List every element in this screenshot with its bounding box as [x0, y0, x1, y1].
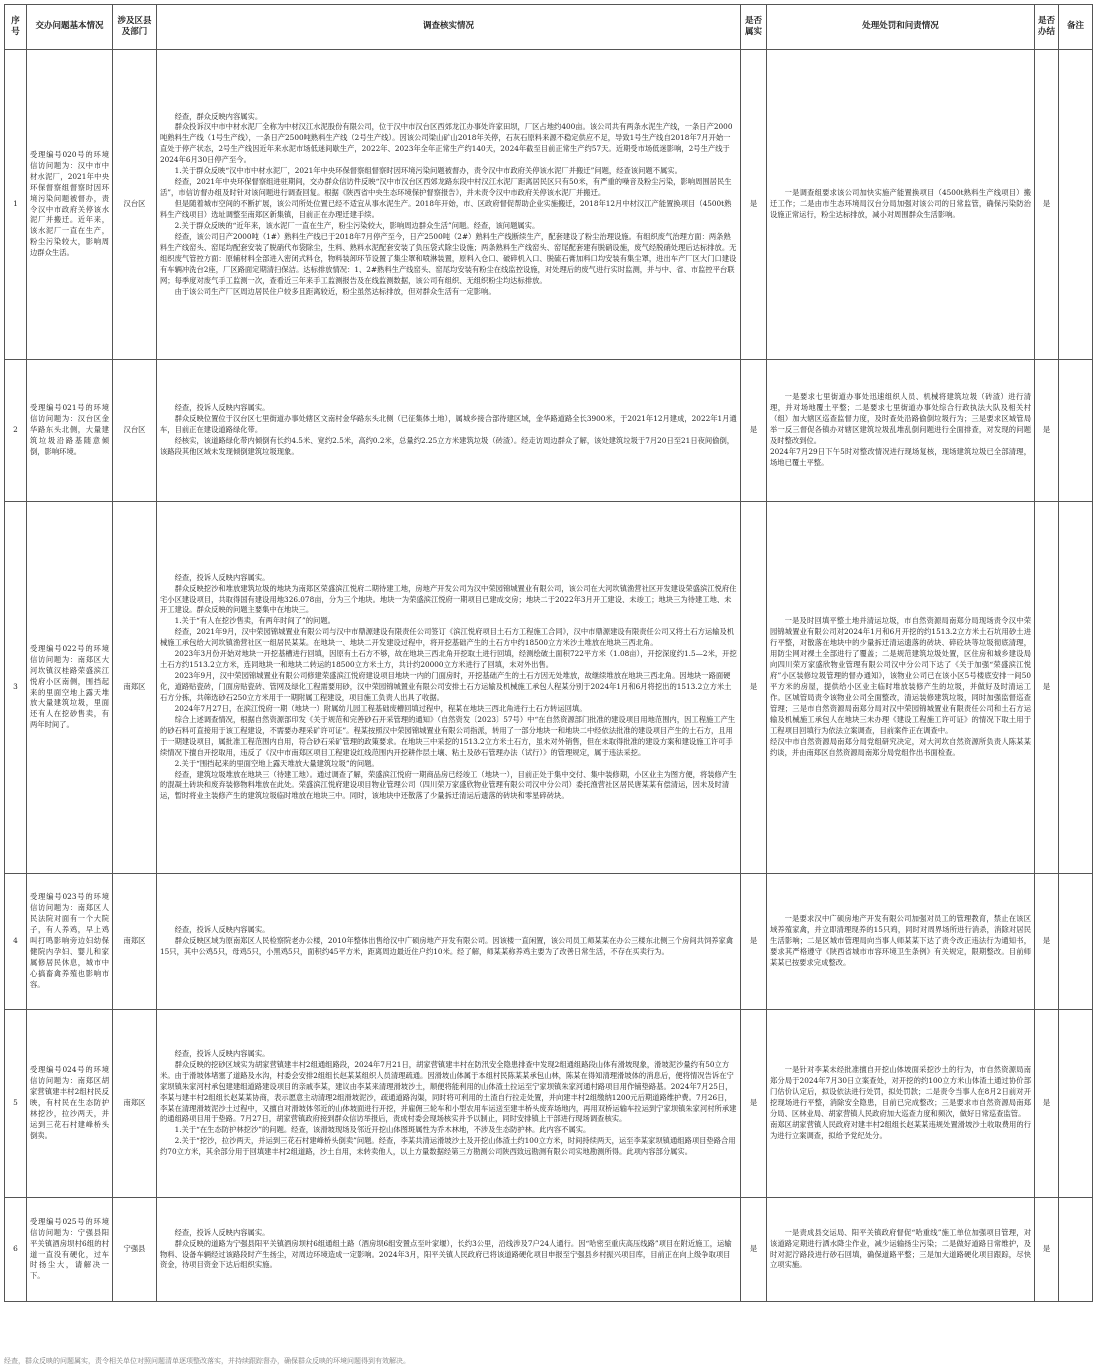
row-district: 南郑区 [113, 874, 157, 1010]
row-closed: 是 [1035, 360, 1059, 502]
row-issue: 受理编号020号的环境信访问题为：汉中市中材水泥厂，2021年中央环保督察组督察时因环境污染问题被督办，责令汉中市政府关停该水泥厂并搬迁。近年来，该水泥厂一直在生产，粉尘污染较大，影响周边群众生活。 [27, 50, 113, 360]
header-closed: 是否办结 [1035, 5, 1059, 50]
row-issue: 受理编号025号的环境信访问题为：宁强县阳平关镇酒房坝村6组的村道一直没有硬化，过车时扬尘大，请解决一下。 [27, 1198, 113, 1302]
table-row [5, 1010, 1093, 1198]
investigation-paragraph: 经查，2021年9月，汉中荣园锦城置业有限公司与汉中市鼎源建设有限责任公司签订《滨江悦府项目土石方工程施工合同》，汉中市鼎源建设有限责任公司又将土石方运输及机械施工承包给大河坎镇渔营社区一组居民某某。在地块一、地块二开发建设过程中，将开挖基础产生的土石方中约18500立方米沙土堆放在地块三西北角。 [160, 627, 735, 648]
row-district: 宁强县 [113, 1198, 157, 1302]
row-verified: 是 [741, 502, 767, 874]
handling-text: 一是调查组要求该公司加快实施产能置换项目（4500t熟料生产线项目）搬迁工作；二是由市生态环境局汉台分局加强对该公司的日常监管，确保污染防治设施正常运行，粉尘达标排放，减小对周围群众生活影响。 [770, 188, 1031, 219]
investigation-paragraph: 2023年3月份开始对地块一开挖基槽进行回填，因原有土石方不够，故在地块三西北角开挖取土进行回填，经测绘破土面积722平方米（1.08亩），开挖深度约1.5—2米，开挖土石方约1513.2立方米，连同地块一和地块二转运的18500立方米土方，共计约20000立方米进行了回填，未对外出售。 [160, 649, 737, 670]
header-seq: 序号 [5, 5, 27, 50]
row-closed: 是 [1035, 50, 1059, 360]
continuation-text: 经查，群众反映的问题属实，责令相关单位对照问题清单逐项整改落实，并持续跟踪督办，确保群众反映的环境问题得到有效解决。 [4, 1357, 410, 1365]
row-district: 南郑区 [113, 502, 157, 874]
row-verified: 是 [741, 1010, 767, 1198]
investigation-paragraph: 综合上述调查情况，根据自然资源部印发《关于规范和完善砂石开采管理的通知》（自然资发〔2023〕57号）中“在自然资源部门批准的建设项目用地范围内，因工程施工产生的砂石料可直接用于该工程建设，不需要办理采矿许可证”。程某按照汉中荣园锦城置业有限公司指派，转用了一部分地块一和地块二中经依法批准的建设项目产生的土石方，且用于一期建设项目，属批准工程范围内自用，符合砂石采矿管理的政策要求。在地块三中采挖的1513.2立方米土石方，虽未对外销售，但在未取得批准的建设方案和建设施工许可手续情况下擅自开挖取用，违反了《汉中市南郑区项目工程建设红线范围内开挖耕作层土壤、粘土及砂石管理办法（试行）》的管理规定，属于违法采挖。 [160, 714, 736, 757]
table-row [5, 1198, 1093, 1302]
investigation-paragraph: 1.关于群众反映“汉中市中材水泥厂，2021年中央环保督察组督察时因环境污染问题被督办，责令汉中市政府关停该水泥厂并搬迁”问题，经查该问题不属实。 [174, 166, 682, 176]
row-issue: 受理编号021号的环境信访问题为：汉台区金华路东头北侧，大量建筑垃圾沿路基随意倾倒，影响环境。 [27, 360, 113, 502]
table-row [5, 502, 1093, 874]
row-seq: 4 [5, 874, 27, 1010]
header-district: 涉及区县及部门 [113, 5, 157, 50]
investigation-paragraph: 经查，投诉人反映内容属实。 [174, 925, 270, 935]
investigation-paragraph: 2024年7月27日，在滨江悦府一期（地块一）附属幼儿园工程基础废槽回填过程中，程某在地块三西北角进行土石方转运回填。 [174, 703, 587, 713]
row-district: 汉台区 [113, 360, 157, 502]
row-closed: 是 [1035, 502, 1059, 874]
row-remark [1059, 360, 1093, 502]
investigation-paragraph: 1.关于“有人在挖沙售卖，有两年时间了”的问题。 [174, 616, 335, 626]
table-row [5, 50, 1093, 360]
investigation-paragraph: 经查，群众反映内容属实。 [174, 111, 263, 121]
row-verified: 是 [741, 360, 767, 502]
row-investigation [157, 502, 741, 874]
row-remark [1059, 1198, 1093, 1302]
investigation-paragraph: 2023年9月，汉中荣园锦城置业有限公司修建荣盛滨江悦府建设项目地块一内的门面房时，开挖基础产生的土石方因无处堆放，故继续堆放在地块三西北角。因地块一路面硬化，道路贴瓷砖，门面房贴瓷砖、管网及绿化工程需要用砂，汉中荣园锦城置业有限公司安排土石方运输及机械施工承包人程某分别于2024年1月和6月将挖出的1513.2立方米土石方分拣，共筛选砂石250立方米用于一期附属工程建设，项目施工负责人出具了收据。 [160, 671, 732, 702]
row-seq: 2 [5, 360, 27, 502]
investigation-paragraph: 经查，建筑垃圾堆放在地块三（待建工地）。通过调查了解，荣盛滨江悦府一期商品房已经竣工（地块一），目前正处于集中交付、集中装修期，小区业主为图方便，将装修产生的混凝土砖块和废弃装修物料堆放在此处。荣盛滨江悦府建设项目物业管理公司（四川荣万家盛欣物业管理有限公司汉中分公司）委托渔营社区居民唐某某有偿清运，因未及时清运，暂时将业主装修产生的建筑垃圾临时堆放在地块三中。同时，该地块中还散落了少量拆迁清运后遗落的砖块和零星碎砖块。 [160, 769, 737, 801]
header-issue: 交办问题基本情况 [27, 5, 113, 50]
investigation-paragraph: 经查，该公司日产2000吨（1#）熟料生产线已于2018年7月停产至今，日产2500吨（2#）熟料生产线断续生产，配套建设了粉尘治理设施。有组织废气治理方面：两条熟料生产线窑头、窑尾均配套安装了脱硝代布袋除尘，生料、熟料水泥配套安装了负压袋式除尘设施；两条熟料生产线窑头、窑尾配套建有脱硝设施，废气经脱硝处理后达标排放。无组织废气管控方面：原辅材料全部进入密闭式料仓，物料装卸环节设置了集尘罩和喷淋装置，原料入仓口、破碎机入口、脱硫石膏加料口均安装有集尘罩，进出车产厂区大门口建设有车辆冲洗台2座，厂区路面定期清扫保洁。达标排放情况：1、2#熟料生产线窑头、窑尾均安装有粉尘在线监控设施，对处理后的废气进行实时监测，并与中、省、市监控平台联网；每季度对废气手工监测一次，查看近三年来手工监测报告及在线监测数据，该公司有组织、无组织粉尘均达标排放。 [160, 231, 737, 285]
row-remark [1059, 50, 1093, 360]
case-table [4, 4, 1093, 1302]
row-investigation [157, 50, 741, 360]
row-closed: 是 [1035, 1010, 1059, 1198]
investigation-paragraph: 群众反映区域为原南郑区人民检察院老办公楼，2010年整体出售给汉中广硕房地产开发有限公司。因该楼一直闲置，该公司员工师某某在办公三楼东北侧三个房间共饲养家禽15只，其中公鸡5只，母鸡5只，小黑鸡5只，面积约45平方米，距离周边最近住户约10米。经了解，师某某称养鸡主要为了改善日常生活，不存在买卖行为。 [160, 936, 734, 956]
row-handling [767, 360, 1035, 502]
investigation-paragraph: 2.关于“围挡起来的里面空地上露天堆放大量建筑垃圾”的问题。 [174, 758, 379, 768]
row-remark [1059, 874, 1093, 1010]
investigation-paragraph: 2.关于群众反映的“近年来，该水泥厂一直在生产，粉尘污染较大，影响周边群众生活”问题。经查，该问题属实。 [174, 220, 540, 230]
row-handling [767, 1010, 1035, 1198]
row-investigation [157, 360, 741, 502]
investigation-paragraph: 由于该公司生产厂区周边居民住户较多且距离较近，粉尘虽然达标排放，但对群众生活有一定影响。 [174, 286, 496, 296]
row-closed: 是 [1035, 874, 1059, 1010]
header-investigation: 调查核实情况 [157, 5, 741, 50]
row-handling [767, 874, 1035, 1010]
investigation-paragraph: 1.关于“在生态防护林挖沙”的问题。经查，该滑坡现场及邻近开挖山体图斑属性为乔木林地，不涉及生态防护林。此内容不属实。 [174, 1125, 591, 1135]
header-row [5, 5, 1093, 50]
row-remark [1059, 502, 1093, 874]
header-verified: 是否属实 [741, 5, 767, 50]
investigation-paragraph: 经查，投诉人反映内容属实。 [174, 1227, 270, 1237]
table-row [5, 360, 1093, 502]
row-verified: 是 [741, 50, 767, 360]
investigation-paragraph: 经核实，该道路绿化带内倾倒有长约4.5米、宽约2.5米，高约0.2米，总量约2.25立方米建筑垃圾（砖渣）。经走访周边群众了解，该处建筑垃圾于7月20日至21日夜间偷倒，该路段其他区域未发现倾倒建筑垃圾现象。 [160, 435, 735, 456]
row-seq: 5 [5, 1010, 27, 1198]
handling-text: 一是要求汉中广硕房地产开发有限公司加强对员工的管理教育，禁止在该区域养殖家禽，并立即清理现养的15只鸡，同时对周界场所进行消杀，消除对居民生活影响；二是区城市管理局向当事人师某某下达了责令改正违法行为通知书，要求其严格遵守《陕西省城市市容环境卫生条例》有关规定，限期整改。目前师某某已按要求完成整改。 [770, 914, 1031, 967]
row-handling [767, 502, 1035, 874]
row-seq: 6 [5, 1198, 27, 1302]
row-district: 南郑区 [113, 1010, 157, 1198]
investigation-paragraph: 经查，投诉人反映内容属实。 [174, 1048, 270, 1058]
investigation-paragraph: 群众反映的挖砂区域实为胡家营镇建丰村2组通组路段，2024年7月21日，胡家营镇建丰村在防汛安全隐患排查中发现2组通组路段山体有滑坡现象，滑坡泥沙量约有50立方米。由于滑坡体堵塞了道路及水沟，村委会安排2组组长赵某某组织人员清理疏通。因滑坡山体属于本组村民陈某某承包山林，陈某在得知清理滑坡体的消息后，便将情况告诉在宁家坝镇朱家河村承包建建组道路建设项目的亲戚李某，建议由李某来清理滑坡沙土，顺便将能利用的山体渣土拉运至宁家坝镇朱家河通村路项目用作铺垫路基。2024年7月25日，李某与建丰村2组组长赵某某协商，表示愿意主动清理2组滑坡泥沙，疏通道路沟渠，同时将可利用的土渣自行拉走处置，并向建丰村2组缴纳1200元后期道路维护费。7月26日，李某在清理滑坡泥沙土过程中，又擅自对滑坡体邻近的山体坡面进行开挖，并雇佣三轮车和小型农用车运送至建丰桥头废弃场地内，再用双桥运输车拉运到宁家坝镇朱家河村所承建的通组路项目用于垫路。7月27日，胡家营镇政府接到群众信访举报后，责成村委会现场核实并予以制止，同时安排镇上干部进行现场调查核实。 [160, 1059, 737, 1124]
row-investigation [157, 874, 741, 1010]
row-seq: 3 [5, 502, 27, 874]
investigation-paragraph: 2.关于“挖沙，拉沙两天，并运到三花石村建峰桥头倒卖”问题。经查，李某共清运滑坡沙土及开挖山体渣土约100立方米，时间持续两天，运至李某家坝镇通组路项目垫路合用约70立方米，其余部分用于回填建丰村2组道路，沙土自用，未转卖他人，以上方量数据经第三方勘测公司陕西致远勘测有限公司实地勘测所得。此项内容部分属实。 [160, 1136, 736, 1157]
header-handling: 处理处罚和问责情况 [767, 5, 1035, 50]
investigation-paragraph: 群众反映位置位于汉台区七里街道办事处辖区文南村金华路东头北侧（已征集体土地），属城乡接合部待建区域，金华路道路全长3900米，于2021年12月建成，2022年1月通车，目前正在建设道路绿化带。 [160, 414, 737, 435]
table-row [5, 874, 1093, 1010]
handling-text: 一是责成县交运局、阳平关镇政府督促“哈重线”施工单位加强项目管理，对该道路定期进行洒水降尘作业，减少运输扬尘污染；二是做好道路日常维护，及时对泥泞路段进行砂石回填，确保道路平整；三是加大道路硬化项目跟踪，尽快立项实施。 [770, 1227, 1031, 1270]
row-verified: 是 [741, 874, 767, 1010]
investigation-paragraph: 但是随着城市空间的不断扩展，该公司所处位置已经不适宜从事水泥生产。2018年开始，市、区政府督促帮助企业实施搬迁，2018年12月中材汉江产能置换项目（4500t熟料生产线项目）选址调整至南郑区新集镇，目前正在办理迁建手续。 [160, 199, 732, 219]
row-verified: 是 [741, 1198, 767, 1302]
investigation-paragraph: 经查，投诉人反映内容属实。 [174, 572, 270, 582]
row-issue: 受理编号024号的环境信访问题为：南郑区胡家营镇建丰村2组村民反映，有村民在生态防护林挖沙，拉沙两天，并运到三花石村建峰桥头倒卖。 [27, 1010, 113, 1198]
row-issue: 受理编号022号的环境信访问题为：南郑区大河坎镇汉桂路荣盛滨江悦府小区南侧，围挡起来的里面空地上露天堆放大量建筑垃圾，里面还有人在挖砂售卖，有两年时间了。 [27, 502, 113, 874]
handling-text: 一是要求七里街道办事处迅速组织人员、机械将建筑垃圾（砖渣）进行清理，并对场地覆土平整；二是要求七里街道办事处综合行政执法大队及相关村（组）加大辖区巡查监督力度，及时查处沿路偷倒垃圾行为；三是要求区城管局举一反三督促各镇办对辖区建筑垃圾乱堆乱倒问题进行全面排查，对发现的问题及时整改到位。 2024年7月29日下午5时对整改情况进行现场复核，现场建筑垃圾已全部清理，场地已覆土平整。 [770, 392, 1031, 467]
investigation-paragraph: 经查，2021年中央环保督察组进驻期间，交办群众信访件反映“汉中市汉台区西郊龙路东段中村汉江水泥厂距离居民区只有50米，有严重的噪音及粉尘污染，影响周围居民生活”，市信访督办组及时针对该问题进行调查回复。根据《陕西省中央生态环境保护督察报告》，并未责令汉中市政府关停该水泥厂并搬迁。 [160, 177, 732, 198]
handling-text: 一是及时回填平整土地并清运垃圾，市自然资源局南郑分局现场责令汉中荣园锦城置业有限公司对2024年1月和6月开挖的约1513.2立方米土石坑用砂土进行平整，对散落在地块中的少量拆迁清运遗落的砖块、碎砼块等垃圾彻底清理，用防尘网对裸土全部进行了覆盖；二是规范建筑垃圾处置，区住房和城乡建设局向四川荣万家盛欣物业管理有限公司汉中分公司下达了《关于加强“荣盛滨江悦府”小区装修垃圾管理的督办通知》，该物业公司已在该小区5号楼底安排一间50平方米的房屋，提供给小区业主临时堆放装修产生的垃圾，并做好及时清运工作。区城管局责令该物业公司全面整改，清运装修建筑垃圾，同时加强监督巡查管理；三是市自然资源局南郑分局对汉中荣园锦城置业有限责任公司和土石方运输及机械施工承包人在地块三未办理《建设工程施工许可证》的情况下取土用于工程项目回填行为依法立案调查，目前案件正在调查中。 经汉中市自然资源局南郑分局党组研究决定，对大河坎自然资源所负责人陈某某约谈，并由南郑区自然资源局南郑分局党组作出书面检查。 [770, 616, 1031, 757]
row-investigation [157, 1010, 741, 1198]
row-handling [767, 50, 1035, 360]
header-remark: 备注 [1059, 5, 1093, 50]
row-issue: 受理编号023号的环境信访问题为：南郑区人民法院对面有一个大院子，有人养鸡，早上鸡叫打鸣影响旁边妇幼保健院内孕妇、婴儿和家属修居民休息，城市中心搞畜禽养殖也影响市容。 [27, 874, 113, 1010]
investigation-paragraph: 群众投诉汉中市中材水泥厂全称为中材汉江水泥股份有限公司，位于汉中市汉台区西郊龙江办事处许家田坝，厂区占地约400亩。该公司共有两条水泥生产线，一条日产2000吨熟料生产线（1号生产线），一条日产2500吨熟料生产线（2号生产线）。因该公司梁山矿山2018年关停，石灰石原料来源不稳定供应不足，导致1号生产线自2018年7月开始一直处于停产状态，2号生产线因近年来水泥市场低迷间歇生产，2022年、2023年全年正常生产约140天，2024年截至目前正常生产约57天。近期受市场低迷影响，2号生产线于2024年6月30日停产至今。 [160, 122, 733, 165]
investigation-paragraph: 经查，投诉人反映内容属实。 [174, 403, 270, 413]
row-handling [767, 1198, 1035, 1302]
row-investigation [157, 1198, 741, 1302]
handling-text: 一是针对李某未经批准擅自开挖山体坡面采挖沙土的行为，市自然资源局南郑分局于2024年7月30日立案查处，对开挖的约100立方米山体渣土通过协价部门估价认定后，拟设依法进行处罚，拟处罚款；二是责令当事人在8月2日前对开挖现场进行平整，消除安全隐患，目前已完成整改；三是要求市自然资源局南郑分局、区林业局、胡家营镇人民政府加大巡查力度和频次，做好日常巡查监管。 南郑区胡家营镇人民政府对建丰村2组组长赵某某违规处置滑坡沙土收取费用的行为进行立案调查，拟给予党纪处分。 [770, 1065, 1031, 1140]
investigation-paragraph: 群众反映的道路为宁强县阳平关镇酒房坝村6组通组土路（酒房坝6组安置点至叶家堰），长约3公里，沿线涉及7户24人通行。因“哈密至重庆高压线路”项目在附近施工，运输物料、设备车辆经过该路段时产生扬尘，对周边环境造成一定影响。2024年3月，阳平关镇人民政府已将该道路硬化项目申报至宁强县乡村振兴项目库，目前正在向上级争取项目资金，待项目资金下达后组织实施。 [160, 1238, 732, 1270]
row-closed: 是 [1035, 1198, 1059, 1302]
row-seq: 1 [5, 50, 27, 360]
row-district: 汉台区 [113, 50, 157, 360]
investigation-paragraph: 群众反映挖沙和堆放建筑垃圾的地块为南郑区荣盛滨江悦府二期待建工地，房地产开发公司为汉中荣园锦城置业有限公司，该公司在大河坎镇渔营社区开发建设荣盛滨江悦府住宅小区建设项目，共取得国有建设用地326.078亩，分为三个地块。地块一为荣盛滨江悦府一期项目已建成交房；地块二于2022年3月开工建设、未竣工；地块三为待建工地、未开工建设。群众反映的问题主要集中在地块三。 [160, 583, 737, 615]
row-remark [1059, 1010, 1093, 1198]
